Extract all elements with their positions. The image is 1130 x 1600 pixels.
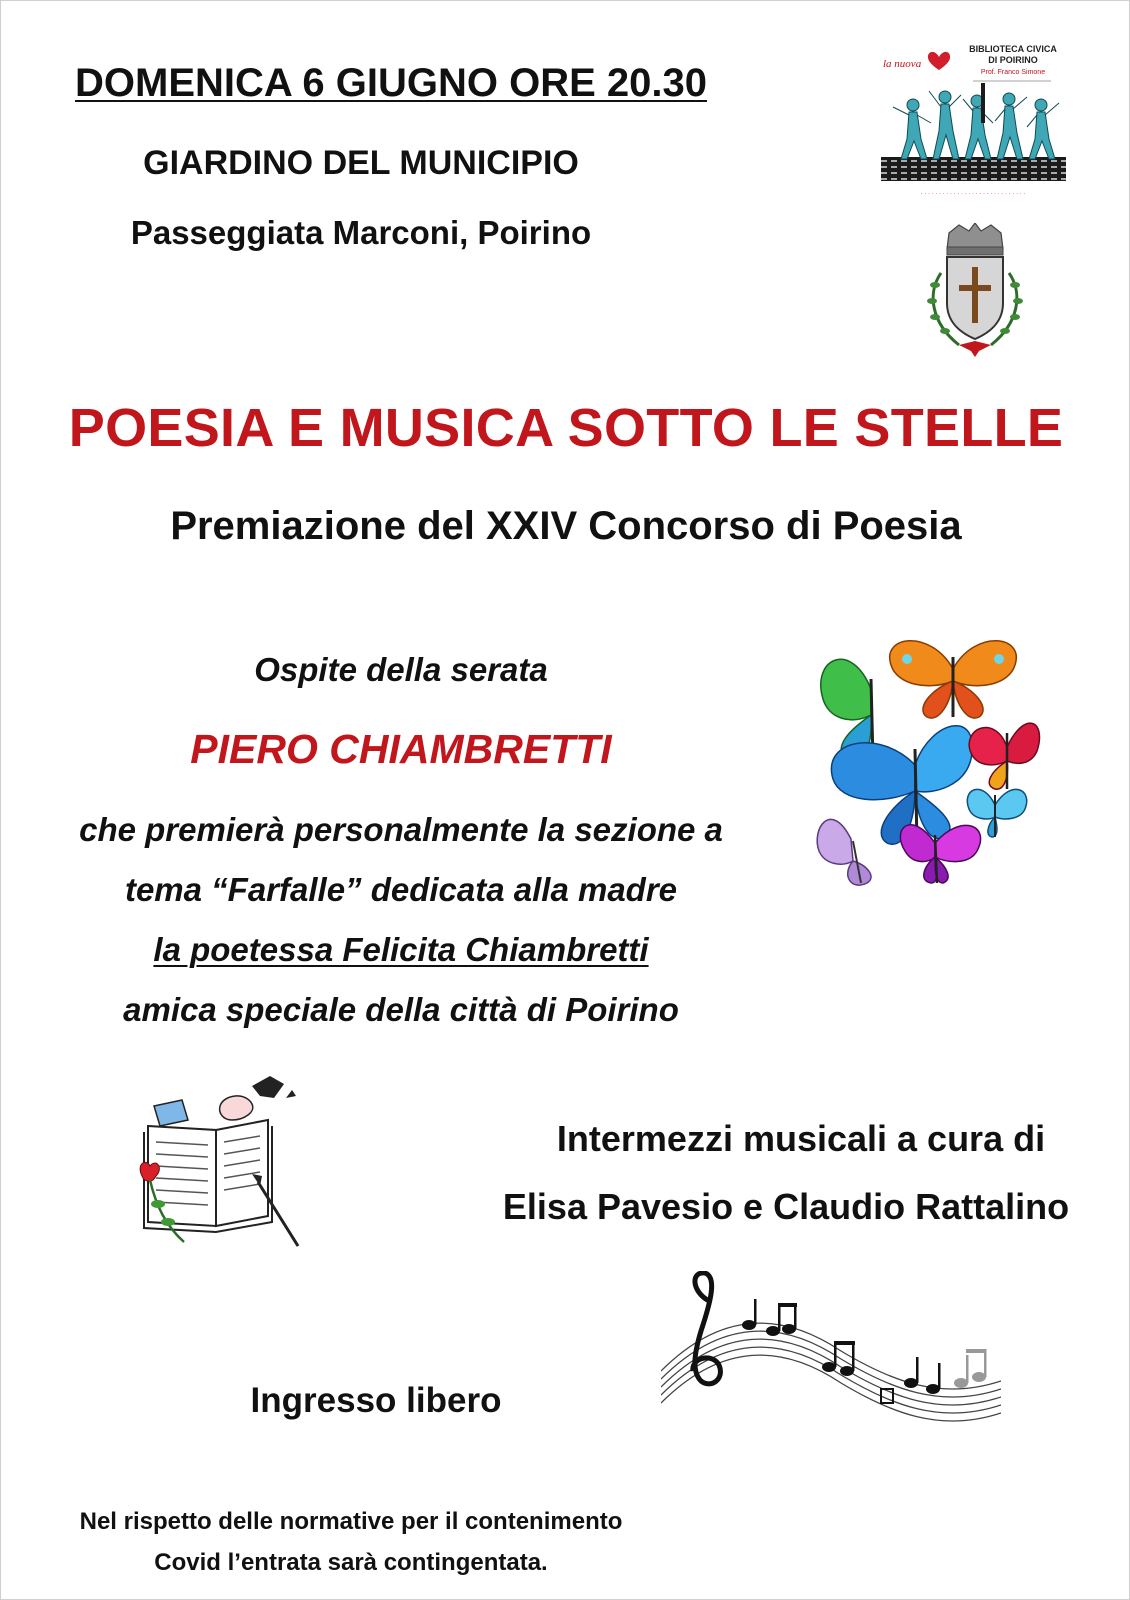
butterflies-illustration: [811, 629, 1051, 913]
logo-subtitle: Prof. Franco Simone: [980, 69, 1046, 76]
library-logo: [881, 39, 1066, 207]
entry-info: Ingresso libero: [250, 1381, 502, 1420]
event-subtitle: Premiazione del XXIV Concorso di Poesia: [170, 504, 962, 548]
guest-description-line-3: [31, 931, 771, 969]
logo-title-1: BIBLIOTECA CIVICA: [969, 44, 1057, 54]
svg-text:· · · · · · · · · · · · · · ·: · · · · · · · · · · · · · · · · · · · · · · · · · · · · ·: [920, 191, 1026, 197]
covid-notice-line-1: Nel rispetto delle normative per il contenimento: [79, 1508, 623, 1535]
honoree-name: la poetessa Felicita Chiambretti: [153, 931, 649, 968]
event-venue: GIARDINO DEL MUNICIPIO: [143, 144, 579, 182]
music-credits-line-1: Intermezzi musicali a cura di: [556, 1118, 1046, 1159]
covid-notice-line-2: Covid l’entrata sarà contingentata.: [154, 1549, 548, 1576]
butterfly-orange-icon: [890, 641, 1017, 718]
event-title: POESIA E MUSICA SOTTO LE STELLE: [68, 398, 1064, 458]
logo-title-2: DI POIRINO: [988, 55, 1038, 65]
butterfly-red-icon: [969, 723, 1039, 789]
guest-name: PIERO CHIAMBRETTI: [190, 726, 612, 772]
logo-script-text: la nuova: [883, 58, 922, 70]
event-address: Passeggiata Marconi, Poirino: [130, 214, 592, 251]
guest-description-line-2: tema “Farfalle” dedicata alla madre: [124, 871, 678, 908]
guest-description-line-4: amica speciale della città di Poirino: [123, 991, 679, 1028]
guest-label: Ospite della serata: [254, 651, 548, 688]
guest-description-line-1: che premierà personalmente la sezione a: [79, 811, 723, 848]
music-credits-line-2: Elisa Pavesio e Claudio Rattalino: [502, 1186, 1070, 1227]
music-notes-icon: [661, 1271, 1001, 1431]
butterfly-lilac-icon: [817, 819, 871, 885]
coat-of-arms-icon: [919, 223, 1031, 357]
event-date-time: DOMENICA 6 GIUGNO ORE 20.30: [75, 61, 707, 105]
book-quill-icon: [136, 1076, 311, 1266]
heart-icon: [928, 52, 950, 70]
